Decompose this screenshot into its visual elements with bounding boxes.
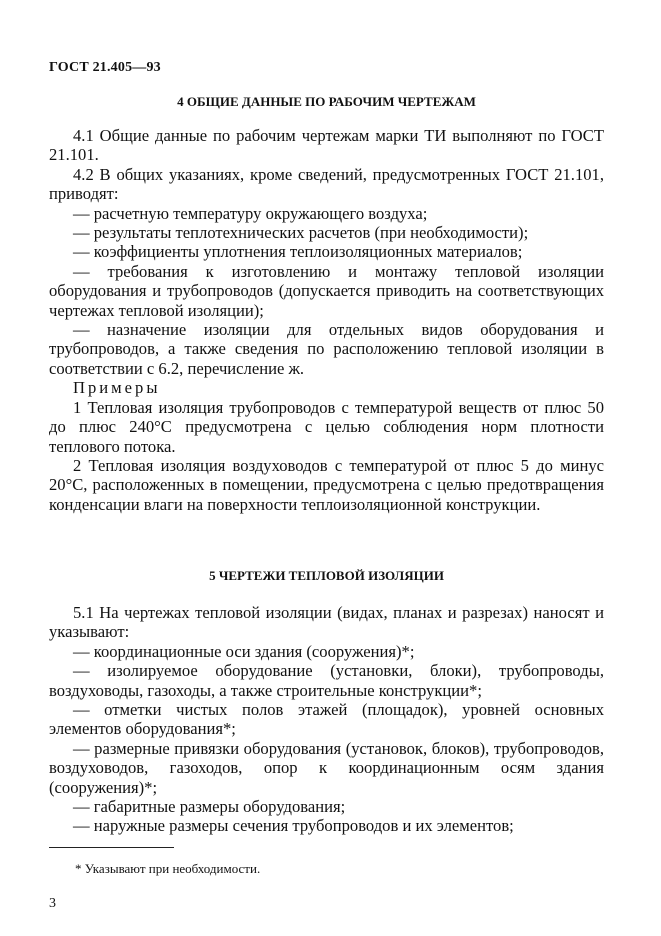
document-header: ГОСТ 21.405—93	[49, 60, 161, 75]
paragraph-4-2: 4.2 В общих указаниях, кроме сведений, предусмотренных ГОСТ 21.101, приводят:	[49, 164, 604, 204]
section-4-body	[49, 126, 604, 514]
list-item: — габаритные размеры оборудования;	[73, 797, 346, 817]
example-1: 1 Тепловая изоляция трубопроводов с температурой веществ от плюс 50 до плюс 240°С предусмотрена с целью соблюдения норм плотности теплового потока.	[49, 397, 604, 456]
list-item: — изолируемое оборудование (установки, блоки), трубопроводы, воздуховоды, газоходы, а также строительные конструкции*;	[49, 661, 604, 700]
example-2: 2 Тепловая изоляция воздуховодов с температурой от плюс 5 до минус 20°С, расположенных в помещении, предусмотрена с целью предотвращения конденсации влаги на поверхности теплоизоляционной конструкции.	[49, 455, 604, 514]
paragraph-5-1: 5.1 На чертежах тепловой изоляции (видах, планах и разрезах) наносят и указывают:	[49, 603, 604, 642]
list-item: — отметки чистых полов этажей (площадок), уровней основных элементов оборудования*;	[49, 700, 604, 739]
list-item: — координационные оси здания (сооружения)*;	[73, 641, 415, 661]
list-item: — расчетную температуру окружающего воздуха;	[73, 203, 428, 223]
list-item: — наружные размеры сечения трубопроводов и их элементов;	[73, 816, 514, 836]
paragraph-4-1: 4.1 Общие данные по рабочим чертежам марки ТИ выполняют по ГОСТ 21.101.	[49, 126, 604, 165]
section-5-title: 5 ЧЕРТЕЖИ ТЕПЛОВОЙ ИЗОЛЯЦИИ	[209, 568, 444, 583]
footnote: * Указывают при необходимости.	[75, 861, 261, 876]
list-item: — требования к изготовлению и монтажу тепловой изоляции оборудования и трубопроводов (допускается приводить на соответствующих чертежах тепловой изоляции);	[49, 261, 604, 320]
list-item: — размерные привязки оборудования (установок, блоков), трубопроводов, воздуховодов, газоходов, опор к координационным осям здания (сооружения)*;	[49, 738, 604, 797]
section-4-title: 4 ОБЩИЕ ДАННЫЕ ПО РАБОЧИМ ЧЕРТЕЖАМ	[177, 94, 476, 109]
list-item: — назначение изоляции для отдельных видов оборудования и трубопроводов, а также сведения по расположению тепловой изоляции в соответствии с 6.2, перечисление ж.	[49, 320, 604, 378]
footnote-divider	[49, 847, 174, 848]
page-number: 3	[49, 896, 56, 911]
list-item: — результаты теплотехнических расчетов (при необходимости);	[73, 223, 529, 243]
section-5-body	[49, 603, 604, 836]
list-item: — коэффициенты уплотнения теплоизоляционных материалов;	[73, 242, 523, 262]
examples-heading: Примеры	[73, 378, 161, 398]
